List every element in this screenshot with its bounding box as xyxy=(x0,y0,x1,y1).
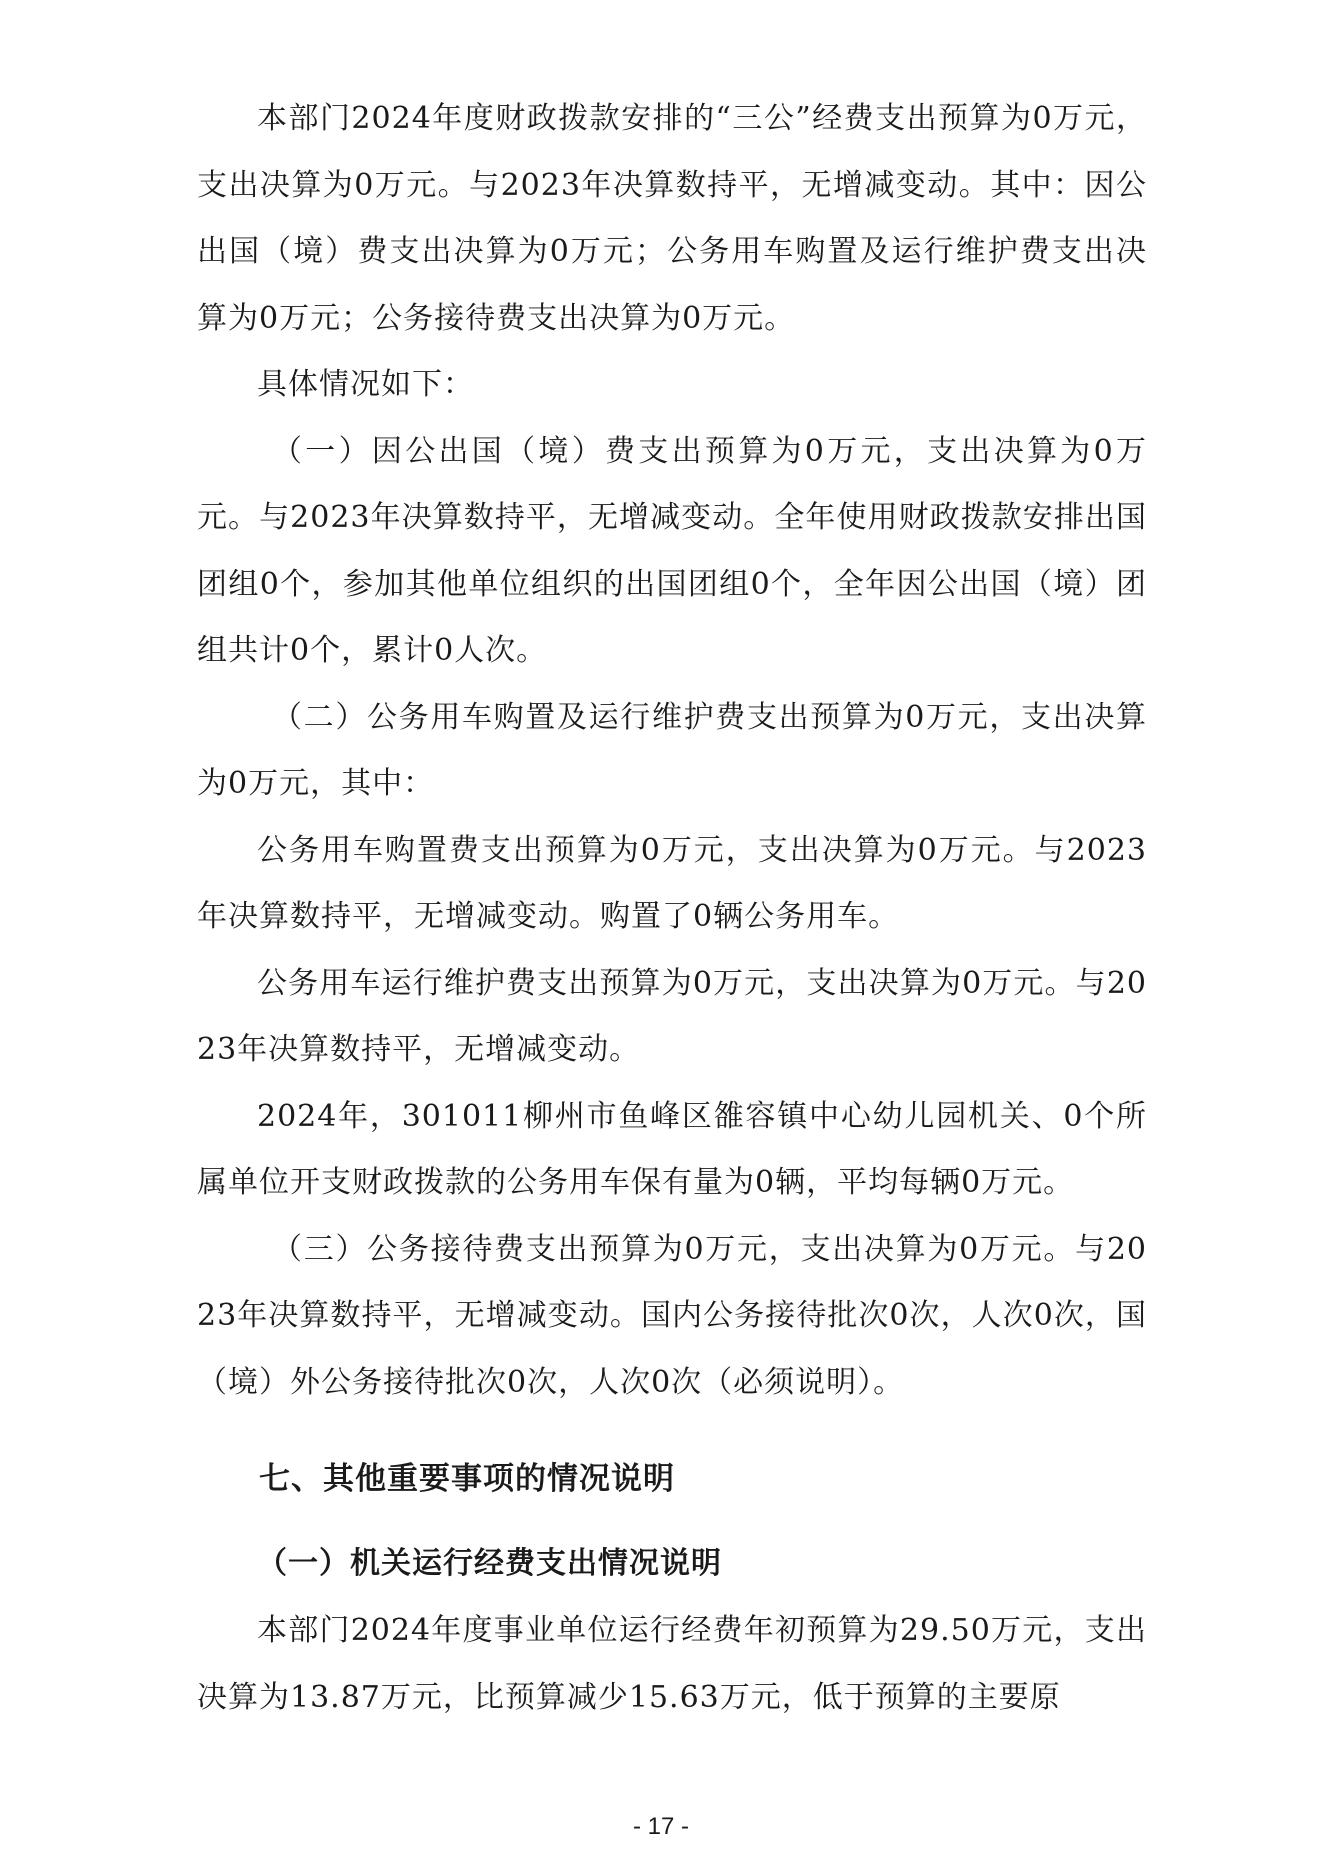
paragraph-vehicle-purchase: 公务用车购置费支出预算为0万元，支出决算为0万元。与2023年决算数持平，无增减变动。购置了0辆公务用车。 xyxy=(197,832,1147,934)
paragraph-vehicle-holdings: 2024年，301011柳州市鱼峰区雒容镇中心幼儿园机关、0个所属单位开支财政拨款的公务用车保有量为0辆，平均每辆0万元。 xyxy=(197,1098,1147,1200)
document-body xyxy=(197,86,1147,1731)
paragraph-vehicle-maintenance: 公务用车运行维护费支出预算为0万元，支出决算为0万元。与2023年决算数持平，无增减变动。 xyxy=(197,965,1147,1067)
subsection-heading: （一）机关运行经费支出情况说明 xyxy=(257,1546,722,1581)
paragraph-vehicle-overview: （二）公务用车购置及运行维护费支出预算为0万元，支出决算为0万元，其中： xyxy=(197,699,1147,801)
paragraph-details-intro: 具体情况如下： xyxy=(257,367,474,402)
paragraph-official-reception: （三）公务接待费支出预算为0万元，支出决算为0万元。与2023年决算数持平，无增减变动。国内公务接待批次0次，人次0次，国（境）外公务接待批次0次，人次0次（必须说明）。 xyxy=(197,1231,1147,1400)
paragraph-three-public-overview: 本部门2024年度财政拨款安排的“三公”经费支出预算为0万元，支出决算为0万元。与2023年决算数持平，无增减变动。其中：因公出国（境）费支出决算为0万元；公务用车购置及运行维护费支出决算为0万元；公务接待费支出决算为0万元。 xyxy=(197,101,1147,336)
section-heading: 七、其他重要事项的情况说明 xyxy=(259,1461,675,1497)
paragraph-operating-expenses: 本部门2024年度事业单位运行经费年初预算为29.50万元，支出决算为13.87万元，比预算减少15.63万元，低于预算的主要原 xyxy=(197,1613,1147,1715)
page-number: - 17 - xyxy=(632,1813,689,1840)
paragraph-overseas-travel: （一）因公出国（境）费支出预算为0万元，支出决算为0万元。与2023年决算数持平，无增减变动。全年使用财政拨款安排出国团组0个，参加其他单位组织的出国团组0个，全年因公出国（境）团组共计0个，累计0人次。 xyxy=(197,433,1147,668)
